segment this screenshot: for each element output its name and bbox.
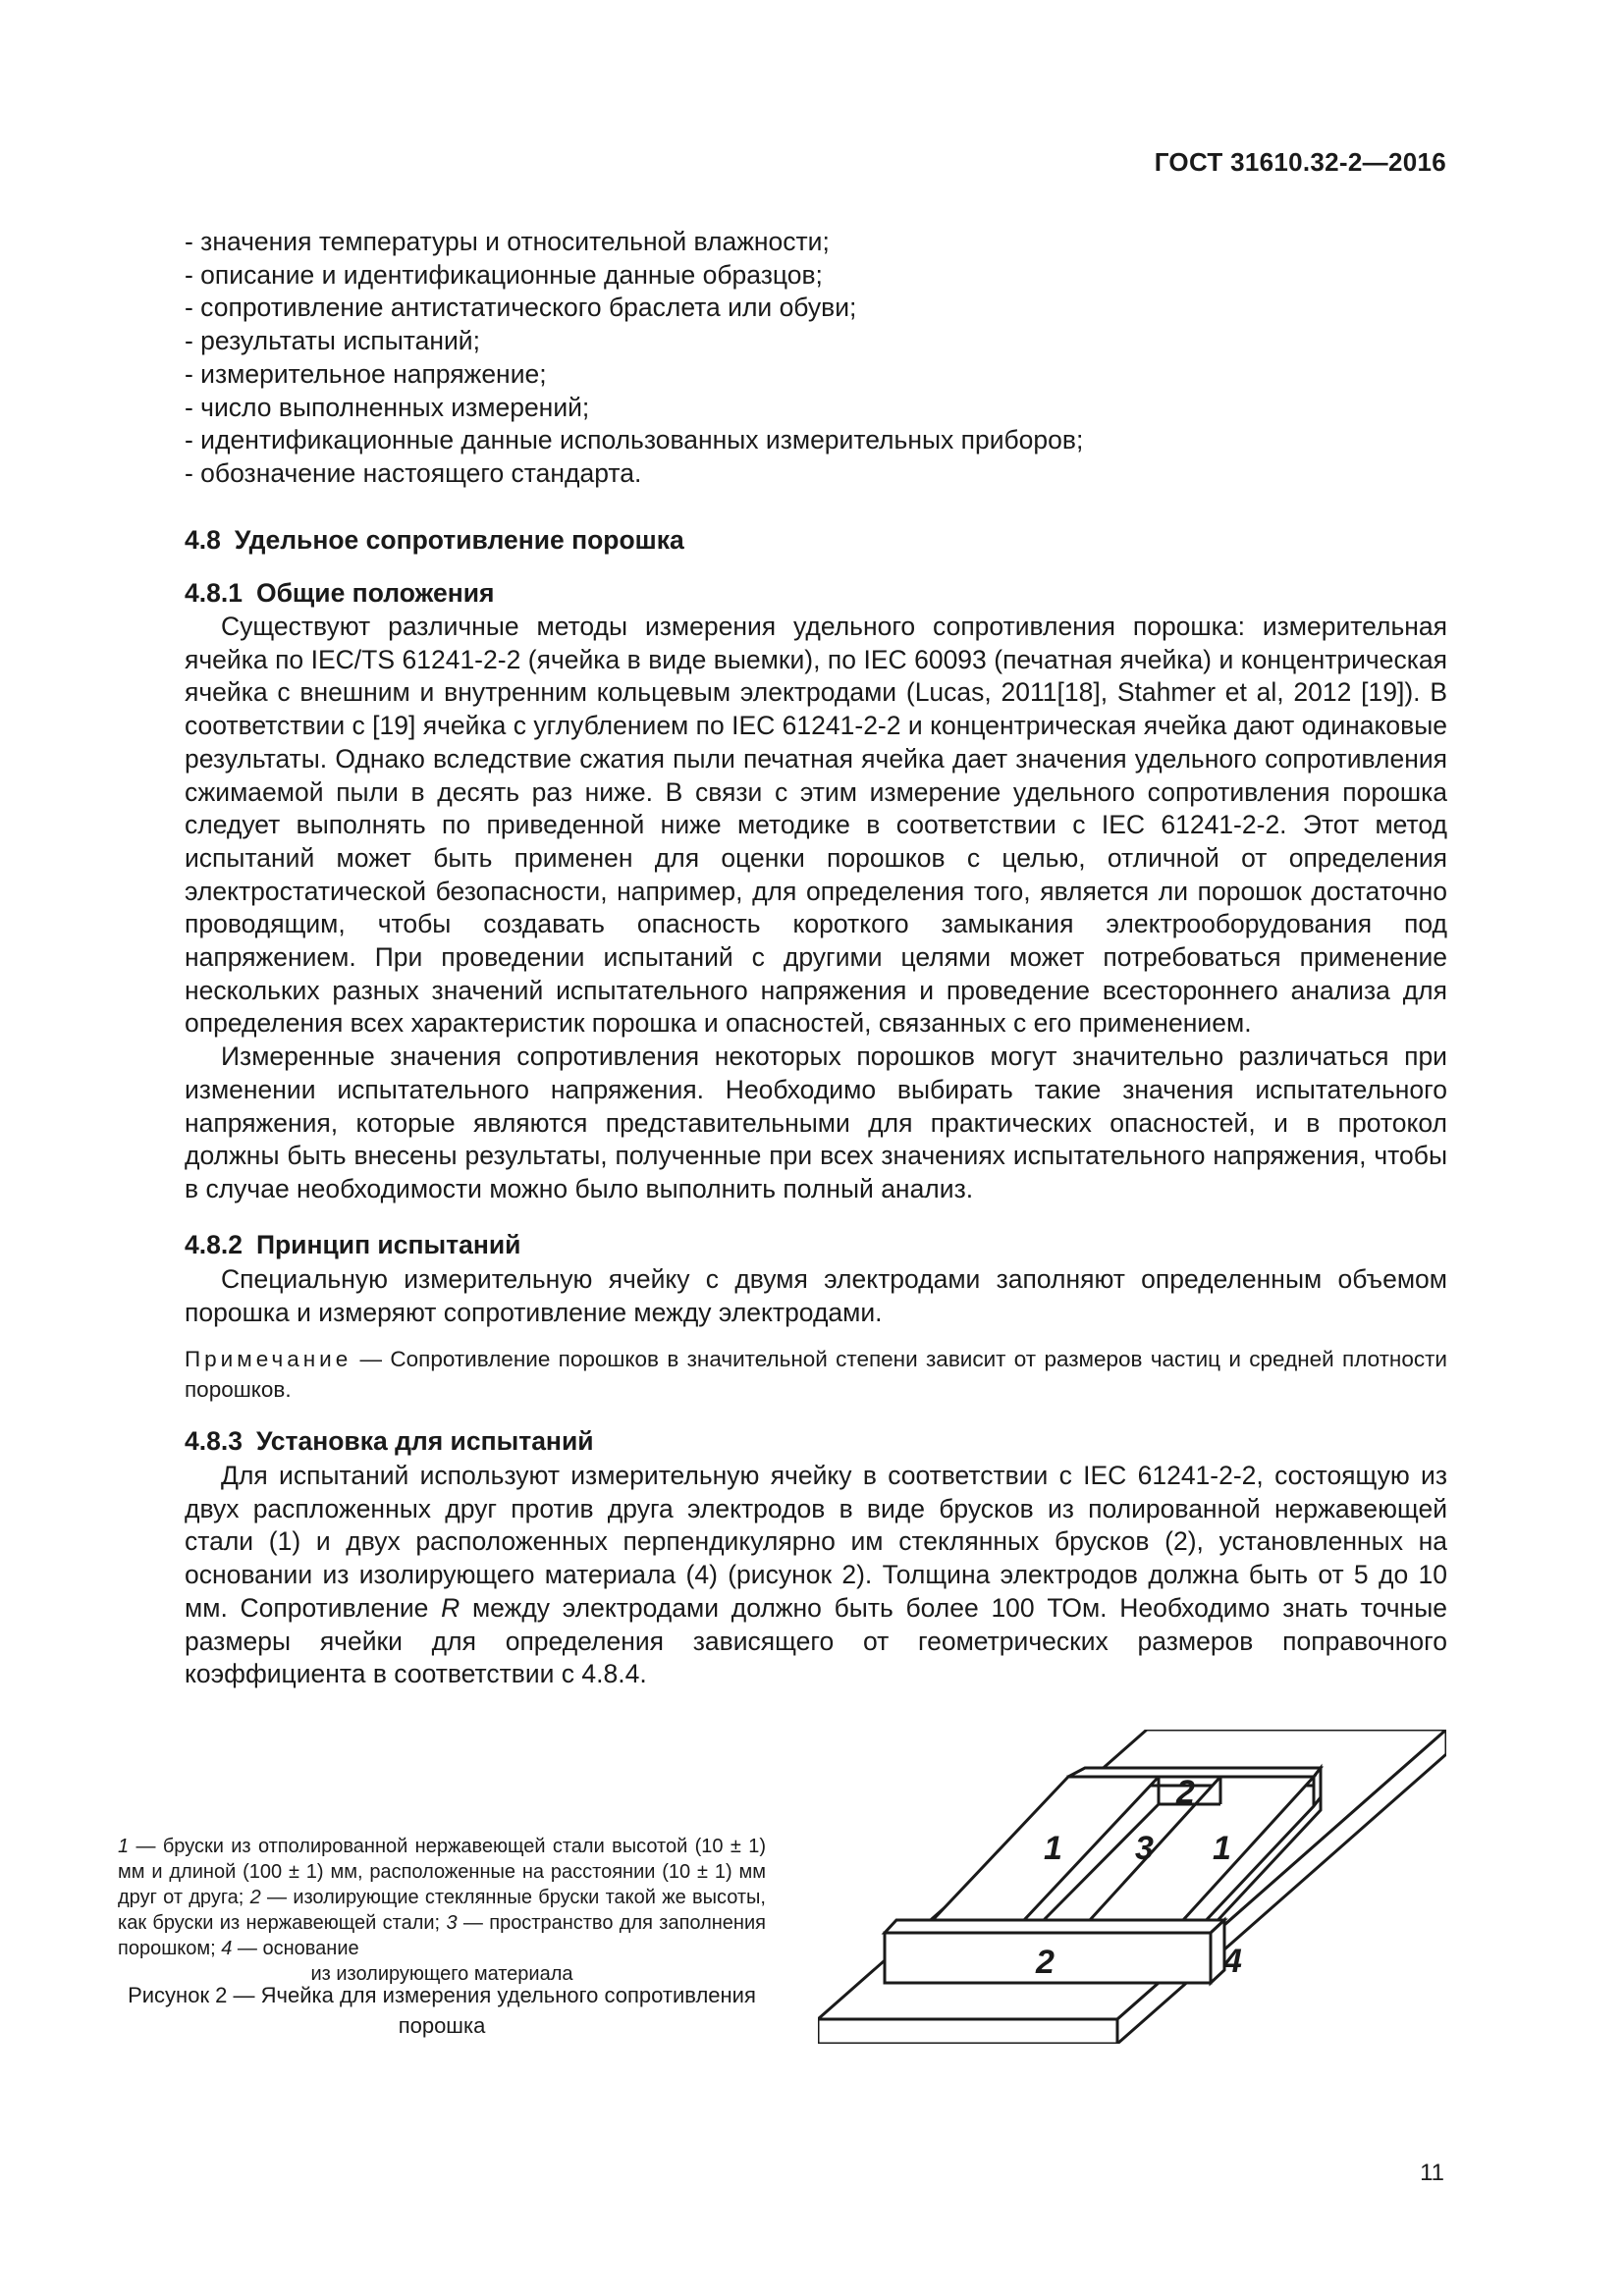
list-item: - число выполненных измерений; — [185, 392, 590, 422]
section-4-8-1-text — [185, 611, 1447, 1206]
section-heading-4-8-3 — [185, 1426, 594, 1457]
page-number: 11 — [1420, 2160, 1444, 2186]
section-number: 4.8 — [185, 525, 221, 555]
section-title: Удельное сопротивление порошка — [234, 525, 684, 555]
section-number: 4.8.2 — [185, 1230, 243, 1259]
label-cavity: 3 — [1135, 1830, 1154, 1867]
list-item: - описание и идентификационные данные образцов; — [185, 259, 823, 290]
section-title: Установка для испытаний — [255, 1426, 594, 1456]
note-label: Примечание — [185, 1347, 352, 1371]
measurement-cell-drawing — [818, 1730, 1446, 2044]
label-glass-bar-back: 2 — [1176, 1774, 1195, 1811]
paragraph: Для испытаний используют измерительную ячейку в соответствии с IEC 61241-2-2, состоящую из двух распложенных друг против друга электродов в виде брусков из полированной нержавеющей стали (1) и двух расположенных перпендикулярно им стеклянных брусков (2), установленных на основании из изолирующего материала (4) (рисунок 2). Толщина электродов должна быть от 5 до 10 мм. Сопротивление R между электродами должно быть более 100 ТОм. Необходимо знать точные размеры ячейки для определения зависящего от геометрических размеров поправочного коэффициента в соответствии с 4.8.4. — [185, 1461, 1447, 1689]
section-title: Принцип испытаний — [255, 1230, 521, 1259]
resistance-symbol: R — [441, 1592, 460, 1623]
note — [185, 1344, 1447, 1405]
section-heading-4-8-1 — [185, 578, 494, 609]
paragraph: Существуют различные методы измерения удельного сопротивления порошка: измерительная ячейка по IEC/TS 61241-2-2 (ячейка в виде выемки), по IEC 60093 (печатная ячейка) и концентрическая ячейка с внешним и внутренним кольцевым электродами (Lucas, 2011[18], Stahmer et al, 2012 [19]). В соответствии с [19] ячейка с углублением по IEC 61241-2-2 и концентрическая ячейка дают одинаковые результаты. Однако вследствие сжатия пыли печатная ячейка дает значения удельного сопротивления сжимаемой пыли в десять раз ниже. В связи с этим измерение удельного сопротивления порошка следует выполнять по приведенной ниже методике в соответствии с IEC 61241-2-2. Этот метод испытаний может быть применен для оценки порошков с целью, отличной от определения электростатической безопасности, например, для определения того, является ли порошок достаточно проводящим, чтобы создавать опасность короткого замыкания электрооборудования под напряжением. При проведении испытаний с другими целями может потребоваться применение нескольких разных значений испытательного напряжения и проведение всестороннего анализа для определения всех характеристик порошка и опасностей, связанных с его применением. — [185, 612, 1447, 1039]
front-glass-bar-top — [885, 1920, 1224, 1933]
label-steel-bar-right: 1 — [1213, 1830, 1231, 1867]
list-item: - измерительное напряжение; — [185, 358, 547, 389]
section-number: 4.8.1 — [185, 578, 243, 608]
section-number: 4.8.3 — [185, 1426, 243, 1456]
note-text: — Сопротивление порошков в значительной степени зависит от размеров частиц и средней плотности порошков. — [185, 1347, 1447, 1402]
label-glass-bar-front: 2 — [1036, 1944, 1055, 1981]
figure-caption: Рисунок 2 — Ячейка для измерения удельного сопротивления порошка — [128, 1983, 756, 2038]
figure-legend: 1 — бруски из отполированной нержавеющей стали высотой (10 ± 1) мм и длиной (100 ± 1) мм, расположенные на расстоянии (10 ± 1) мм друг от друга; 2 — изолирующие стеклянные бруски такой же высоты, как бруски из нержавеющей стали; 3 — пространство для заполнения порошком; 4 — основание из изолирующего материала — [118, 1836, 766, 1985]
standard-designation: ГОСТ 31610.32-2—2016 — [1154, 147, 1446, 177]
list-item: - результаты испытаний; — [185, 326, 480, 356]
list-item: - сопротивление антистатического браслета или обуви; — [185, 293, 857, 323]
section-4-8-2-text — [185, 1263, 1447, 1329]
label-steel-bar-left: 1 — [1044, 1830, 1062, 1867]
paragraph: Специальную измерительную ячейку с двумя электродами заполняют определенным объемом порошка и измеряют сопротивление между электродами. — [185, 1264, 1447, 1327]
paragraph: Измеренные значения сопротивления некоторых порошков могут значительно различаться при изменении испытательного напряжения. Необходимо выбирать такие значения испытательного напряжения, которые являются представительными для практических опасностей, и в протокол должны быть внесены результаты, полученные при всех значениях испытательного напряжения, чтобы в случае необходимости можно было выполнить полный анализ. — [185, 1041, 1447, 1203]
list-item: - значения температуры и относительной влажности; — [185, 227, 830, 256]
label-base: 4 — [1223, 1943, 1242, 1980]
report-items-list — [185, 226, 1447, 491]
section-title: Общие положения — [255, 578, 495, 608]
front-glass-bar-side — [1211, 1920, 1224, 1983]
list-item: - обозначение настоящего стандарта. — [185, 457, 642, 488]
section-heading-4-8-2 — [185, 1230, 520, 1260]
list-item: - идентификационные данные использованных измерительных приборов; — [185, 425, 1084, 455]
section-heading-4-8 — [185, 525, 684, 556]
section-4-8-3-text — [185, 1460, 1447, 1691]
base-plate-edge-front — [818, 2019, 1117, 2044]
